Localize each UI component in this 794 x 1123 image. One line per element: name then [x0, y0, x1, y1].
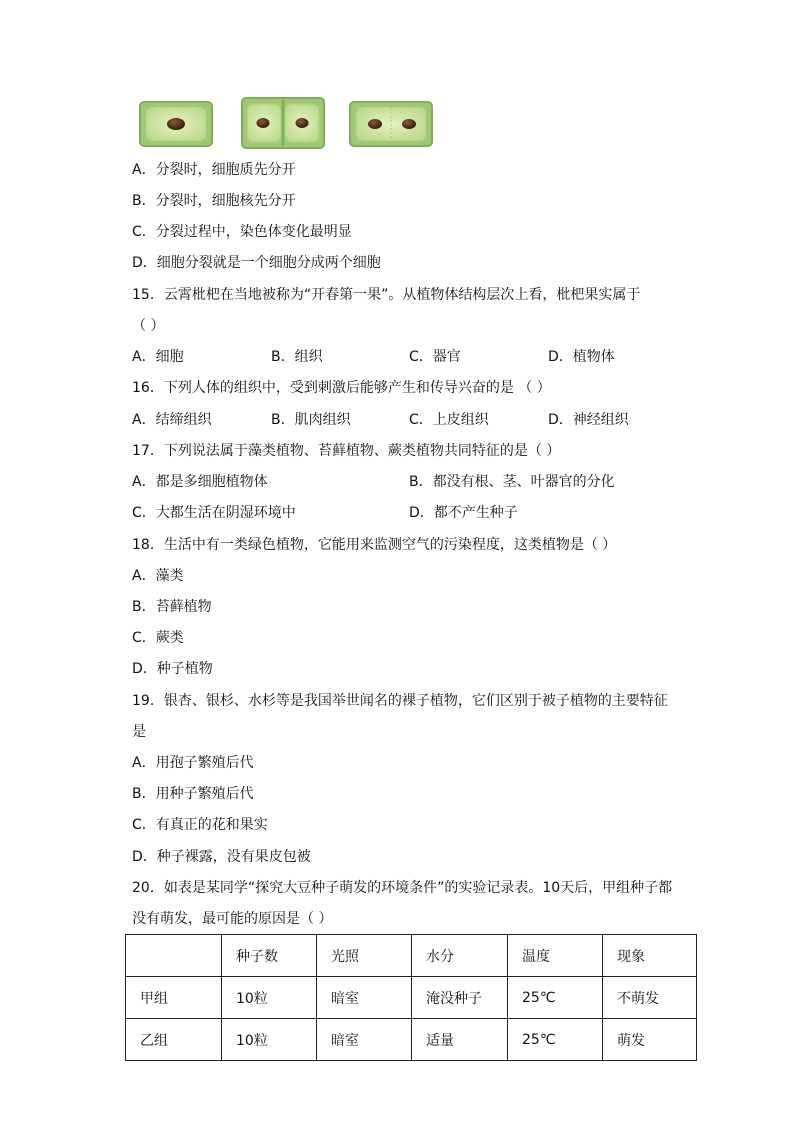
- q15-option-a: A．细胞: [132, 349, 184, 365]
- q16-option-c: C．上皮组织: [409, 412, 489, 428]
- q20-stem: 20．如表是某同学“探究大豆种子萌发的环境条件”的实验记录表。10天后，甲组种子都: [132, 880, 673, 896]
- q19-option-a: A．用孢子繁殖后代: [132, 755, 254, 771]
- q14-option-c: C．分裂过程中，染色体变化最明显: [132, 224, 352, 240]
- table-header-cell: 现象: [603, 935, 697, 977]
- table-cell: 萌发: [603, 1019, 697, 1061]
- cell-division-figure: [138, 96, 448, 152]
- dividing-cell-two-cells: [242, 98, 324, 148]
- experiment-table: [125, 934, 697, 1061]
- table-row: [126, 977, 697, 1019]
- table-header-cell: 种子数: [222, 935, 317, 977]
- table-cell: 适量: [412, 1019, 508, 1061]
- q17-option-c: C．大都生活在阴湿环境中: [132, 505, 296, 521]
- q18-option-b: B．苔藓植物: [132, 599, 212, 615]
- table-header-cell: 水分: [412, 935, 508, 977]
- q18-stem: 18．生活中有一类绿色植物，它能用来监测空气的污染程度，这类植物是（ ）: [132, 537, 617, 553]
- q14-option-b: B．分裂时，细胞核先分开: [132, 193, 296, 209]
- q15-option-b: B．组织: [271, 349, 323, 365]
- q14-option-a: A．分裂时，细胞质先分开: [132, 162, 296, 178]
- q16-option-a: A．结缔组织: [132, 412, 212, 428]
- q15-option-d: D．植物体: [548, 349, 615, 365]
- table-cell: 暗室: [317, 1019, 412, 1061]
- q19-option-c: C．有真正的花和果实: [132, 817, 268, 833]
- q17-stem: 17．下列说法属于藻类植物、苔藓植物、蕨类植物共同特征的是（ ）: [132, 443, 561, 459]
- q17-option-a: A．都是多细胞植物体: [132, 474, 268, 490]
- q18-option-d: D．种子植物: [132, 661, 213, 677]
- q14-option-d: D．细胞分裂就是一个细胞分成两个细胞: [132, 255, 381, 271]
- q19-option-d: D．种子裸露，没有果皮包被: [132, 849, 311, 865]
- table-cell: 甲组: [126, 977, 222, 1019]
- q16-option-b: B．肌肉组织: [271, 412, 351, 428]
- single-cell: [140, 102, 212, 146]
- q19-option-b: B．用种子繁殖后代: [132, 786, 254, 802]
- table-row: [126, 1019, 697, 1061]
- q15-option-c: C．器官: [409, 349, 461, 365]
- q15-stem-cont: （ ）: [132, 318, 165, 334]
- q15-stem: 15．云霄枇杷在当地被称为“开春第一果”。从植物体结构层次上看，枇杷果实属于: [132, 287, 641, 303]
- q18-option-a: A．藻类: [132, 568, 184, 584]
- table-cell: 10粒: [222, 977, 317, 1019]
- table-cell: 10粒: [222, 1019, 317, 1061]
- q18-option-c: C．蕨类: [132, 630, 184, 646]
- q16-stem: 16．下列人体的组织中，受到刺激后能够产生和传导兴奋的是 （ ）: [132, 380, 551, 396]
- q17-option-b: B．都没有根、茎、叶器官的分化: [409, 474, 615, 490]
- table-cell: 淹没种子: [412, 977, 508, 1019]
- q16-option-d: D．神经组织: [548, 412, 629, 428]
- table-cell: 不萌发: [603, 977, 697, 1019]
- table-cell: 暗室: [317, 977, 412, 1019]
- table-cell: 25℃: [508, 977, 603, 1019]
- table-header-cell: [126, 935, 222, 977]
- q19-stem-cont: 是: [132, 724, 146, 740]
- q20-stem-cont: 没有萌发，最可能的原因是（ ）: [132, 911, 333, 927]
- table-header-row: [126, 935, 697, 977]
- table-header-cell: 温度: [508, 935, 603, 977]
- dividing-cell-two-nuclei: [350, 102, 432, 146]
- table-header-cell: 光照: [317, 935, 412, 977]
- q19-stem: 19．银杏、银杉、水杉等是我国举世闻名的裸子植物，它们区别于被子植物的主要特征: [132, 693, 668, 709]
- table-cell: 乙组: [126, 1019, 222, 1061]
- q17-option-d: D．都不产生种子: [409, 505, 518, 521]
- table-cell: 25℃: [508, 1019, 603, 1061]
